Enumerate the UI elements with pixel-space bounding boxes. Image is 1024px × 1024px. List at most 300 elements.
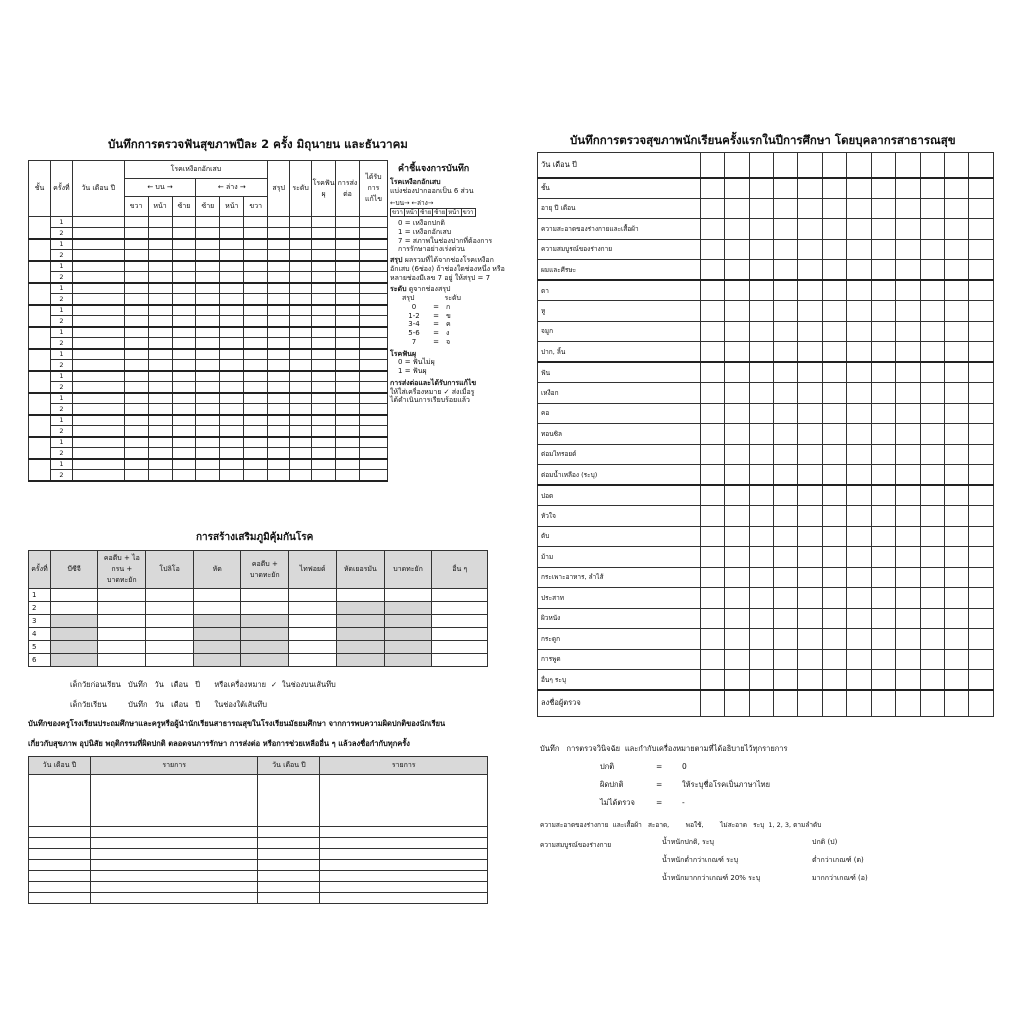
exam-entry-cell[interactable] [896, 280, 920, 301]
exam-entry-cell[interactable] [822, 629, 846, 650]
exam-entry-cell[interactable] [945, 506, 969, 527]
dental-entry-cell[interactable] [148, 305, 172, 316]
imm-entry-cell[interactable] [289, 641, 337, 654]
exam-entry-cell[interactable] [798, 219, 822, 240]
dental-entry-cell[interactable] [312, 382, 336, 393]
exam-entry-cell[interactable] [920, 153, 944, 178]
exam-entry-cell[interactable] [920, 260, 944, 281]
exam-entry-cell[interactable] [896, 301, 920, 322]
imm-entry-cell[interactable] [98, 602, 146, 615]
imm-entry-cell[interactable] [193, 615, 241, 628]
teacher-entry-cell[interactable] [320, 860, 488, 871]
exam-entry-cell[interactable] [773, 342, 797, 363]
exam-entry-cell[interactable] [969, 547, 994, 568]
dental-entry-cell[interactable] [359, 404, 387, 415]
dental-entry-cell[interactable] [359, 272, 387, 283]
dental-entry-cell[interactable] [148, 294, 172, 305]
dental-entry-cell[interactable] [72, 294, 124, 305]
exam-entry-cell[interactable] [798, 506, 822, 527]
dental-entry-cell[interactable] [336, 415, 360, 426]
exam-entry-cell[interactable] [896, 383, 920, 404]
dental-entry-cell[interactable] [312, 437, 336, 448]
exam-entry-cell[interactable] [725, 690, 749, 716]
teacher-entry-cell[interactable] [320, 827, 488, 838]
exam-entry-cell[interactable] [969, 301, 994, 322]
exam-entry-cell[interactable] [700, 629, 724, 650]
dental-entry-cell[interactable] [148, 426, 172, 437]
dental-entry-cell[interactable] [244, 338, 268, 349]
exam-entry-cell[interactable] [920, 321, 944, 342]
dental-entry-cell[interactable] [268, 349, 290, 360]
dental-entry-cell[interactable] [268, 426, 290, 437]
teacher-entry-cell[interactable] [29, 882, 91, 893]
exam-entry-cell[interactable] [871, 424, 895, 445]
dental-entry-cell[interactable] [359, 437, 387, 448]
exam-entry-cell[interactable] [920, 403, 944, 424]
imm-entry-cell[interactable] [336, 602, 384, 615]
dental-entry-cell[interactable] [290, 448, 312, 459]
exam-entry-cell[interactable] [945, 178, 969, 199]
dental-entry-cell[interactable] [124, 426, 148, 437]
dental-entry-cell[interactable] [290, 239, 312, 250]
dental-entry-cell[interactable] [268, 294, 290, 305]
teacher-entry-cell[interactable] [258, 882, 320, 893]
teacher-entry-cell[interactable] [258, 838, 320, 849]
dental-entry-cell[interactable] [359, 338, 387, 349]
imm-entry-cell[interactable] [384, 628, 432, 641]
dental-entry-cell[interactable] [244, 228, 268, 239]
exam-entry-cell[interactable] [871, 321, 895, 342]
dental-entry-cell[interactable] [359, 250, 387, 261]
exam-entry-cell[interactable] [920, 629, 944, 650]
dental-entry-cell[interactable] [244, 437, 268, 448]
dental-entry-cell[interactable] [336, 371, 360, 382]
dental-entry-cell[interactable] [72, 393, 124, 404]
dental-entry-cell[interactable] [268, 250, 290, 261]
dental-entry-cell[interactable] [244, 470, 268, 481]
exam-entry-cell[interactable] [773, 383, 797, 404]
exam-entry-cell[interactable] [700, 424, 724, 445]
exam-entry-cell[interactable] [798, 526, 822, 547]
exam-entry-cell[interactable] [969, 444, 994, 465]
imm-entry-cell[interactable] [289, 654, 337, 667]
exam-entry-cell[interactable] [871, 301, 895, 322]
dental-entry-cell[interactable] [312, 360, 336, 371]
exam-entry-cell[interactable] [725, 465, 749, 486]
imm-entry-cell[interactable] [146, 654, 194, 667]
dental-entry-cell[interactable] [290, 360, 312, 371]
dental-entry-cell[interactable] [72, 349, 124, 360]
dental-entry-cell[interactable] [336, 316, 360, 327]
dental-entry-cell[interactable] [312, 294, 336, 305]
exam-entry-cell[interactable] [749, 280, 773, 301]
dental-entry-cell[interactable] [359, 327, 387, 338]
exam-entry-cell[interactable] [920, 280, 944, 301]
dental-entry-cell[interactable] [268, 283, 290, 294]
exam-entry-cell[interactable] [871, 383, 895, 404]
exam-entry-cell[interactable] [847, 198, 871, 219]
dental-entry-cell[interactable] [172, 470, 196, 481]
dental-entry-cell[interactable] [290, 228, 312, 239]
dental-entry-cell[interactable] [312, 338, 336, 349]
imm-entry-cell[interactable] [289, 602, 337, 615]
dental-entry-cell[interactable] [220, 404, 244, 415]
dental-entry-cell[interactable] [359, 382, 387, 393]
exam-entry-cell[interactable] [798, 485, 822, 506]
exam-entry-cell[interactable] [945, 301, 969, 322]
exam-entry-cell[interactable] [847, 629, 871, 650]
dental-entry-cell[interactable] [290, 338, 312, 349]
exam-entry-cell[interactable] [969, 239, 994, 260]
dental-entry-cell[interactable] [196, 338, 220, 349]
exam-entry-cell[interactable] [969, 588, 994, 609]
dental-entry-cell[interactable] [124, 250, 148, 261]
dental-entry-cell[interactable] [244, 261, 268, 272]
exam-entry-cell[interactable] [920, 444, 944, 465]
exam-entry-cell[interactable] [822, 506, 846, 527]
exam-entry-cell[interactable] [896, 198, 920, 219]
exam-entry-cell[interactable] [945, 547, 969, 568]
dental-entry-cell[interactable] [268, 338, 290, 349]
dental-entry-cell[interactable] [290, 382, 312, 393]
dental-entry-cell[interactable] [244, 371, 268, 382]
exam-entry-cell[interactable] [822, 526, 846, 547]
dental-entry-cell[interactable] [359, 393, 387, 404]
dental-entry-cell[interactable] [124, 239, 148, 250]
dental-entry-cell[interactable] [172, 228, 196, 239]
exam-entry-cell[interactable] [822, 178, 846, 199]
imm-entry-cell[interactable] [146, 628, 194, 641]
exam-entry-cell[interactable] [798, 403, 822, 424]
exam-entry-cell[interactable] [847, 239, 871, 260]
imm-entry-cell[interactable] [241, 654, 289, 667]
imm-entry-cell[interactable] [289, 615, 337, 628]
exam-entry-cell[interactable] [700, 178, 724, 199]
dental-entry-cell[interactable] [220, 261, 244, 272]
exam-entry-cell[interactable] [847, 178, 871, 199]
dental-entry-cell[interactable] [290, 294, 312, 305]
dental-entry-cell[interactable] [172, 415, 196, 426]
dental-class-cell[interactable] [29, 305, 51, 327]
exam-entry-cell[interactable] [798, 239, 822, 260]
dental-class-cell[interactable] [29, 283, 51, 305]
dental-entry-cell[interactable] [72, 305, 124, 316]
teacher-entry-cell[interactable] [29, 849, 91, 860]
exam-entry-cell[interactable] [822, 608, 846, 629]
dental-entry-cell[interactable] [312, 393, 336, 404]
dental-entry-cell[interactable] [172, 437, 196, 448]
dental-entry-cell[interactable] [268, 404, 290, 415]
exam-entry-cell[interactable] [700, 383, 724, 404]
dental-entry-cell[interactable] [244, 382, 268, 393]
dental-entry-cell[interactable] [196, 448, 220, 459]
exam-entry-cell[interactable] [945, 239, 969, 260]
exam-entry-cell[interactable] [920, 178, 944, 199]
dental-entry-cell[interactable] [148, 382, 172, 393]
dental-entry-cell[interactable] [124, 437, 148, 448]
exam-entry-cell[interactable] [920, 465, 944, 486]
exam-entry-cell[interactable] [847, 362, 871, 383]
dental-entry-cell[interactable] [244, 448, 268, 459]
dental-entry-cell[interactable] [196, 283, 220, 294]
exam-entry-cell[interactable] [896, 506, 920, 527]
dental-entry-cell[interactable] [72, 327, 124, 338]
dental-entry-cell[interactable] [312, 228, 336, 239]
teacher-entry-cell[interactable] [29, 838, 91, 849]
exam-entry-cell[interactable] [847, 153, 871, 178]
dental-entry-cell[interactable] [124, 294, 148, 305]
imm-entry-cell[interactable] [50, 589, 98, 602]
teacher-entry-cell[interactable] [320, 849, 488, 860]
dental-entry-cell[interactable] [359, 448, 387, 459]
exam-entry-cell[interactable] [969, 153, 994, 178]
exam-entry-cell[interactable] [749, 444, 773, 465]
exam-entry-cell[interactable] [725, 219, 749, 240]
exam-entry-cell[interactable] [749, 690, 773, 716]
dental-entry-cell[interactable] [124, 382, 148, 393]
dental-entry-cell[interactable] [312, 272, 336, 283]
dental-entry-cell[interactable] [244, 459, 268, 470]
exam-entry-cell[interactable] [969, 198, 994, 219]
exam-entry-cell[interactable] [773, 362, 797, 383]
exam-entry-cell[interactable] [822, 219, 846, 240]
exam-entry-cell[interactable] [700, 260, 724, 281]
exam-entry-cell[interactable] [749, 383, 773, 404]
teacher-entry-cell[interactable] [90, 838, 258, 849]
dental-entry-cell[interactable] [172, 426, 196, 437]
teacher-entry-cell[interactable] [90, 893, 258, 904]
dental-entry-cell[interactable] [124, 349, 148, 360]
exam-entry-cell[interactable] [798, 608, 822, 629]
dental-entry-cell[interactable] [268, 239, 290, 250]
exam-entry-cell[interactable] [700, 506, 724, 527]
dental-entry-cell[interactable] [290, 459, 312, 470]
exam-entry-cell[interactable] [896, 608, 920, 629]
exam-entry-cell[interactable] [945, 649, 969, 670]
exam-entry-cell[interactable] [700, 444, 724, 465]
dental-entry-cell[interactable] [148, 239, 172, 250]
dental-entry-cell[interactable] [336, 360, 360, 371]
dental-entry-cell[interactable] [359, 426, 387, 437]
dental-entry-cell[interactable] [312, 327, 336, 338]
dental-entry-cell[interactable] [268, 261, 290, 272]
exam-entry-cell[interactable] [896, 629, 920, 650]
dental-entry-cell[interactable] [312, 349, 336, 360]
dental-entry-cell[interactable] [290, 283, 312, 294]
exam-entry-cell[interactable] [847, 219, 871, 240]
dental-entry-cell[interactable] [290, 393, 312, 404]
dental-entry-cell[interactable] [244, 415, 268, 426]
dental-entry-cell[interactable] [124, 272, 148, 283]
dental-entry-cell[interactable] [196, 316, 220, 327]
dental-entry-cell[interactable] [220, 239, 244, 250]
exam-entry-cell[interactable] [773, 547, 797, 568]
imm-entry-cell[interactable] [146, 615, 194, 628]
dental-entry-cell[interactable] [359, 371, 387, 382]
exam-entry-cell[interactable] [773, 567, 797, 588]
exam-entry-cell[interactable] [798, 362, 822, 383]
teacher-entry-cell[interactable] [29, 871, 91, 882]
dental-entry-cell[interactable] [72, 437, 124, 448]
exam-entry-cell[interactable] [896, 526, 920, 547]
exam-entry-cell[interactable] [969, 342, 994, 363]
exam-entry-cell[interactable] [725, 239, 749, 260]
dental-entry-cell[interactable] [172, 360, 196, 371]
dental-entry-cell[interactable] [220, 272, 244, 283]
exam-entry-cell[interactable] [700, 362, 724, 383]
exam-entry-cell[interactable] [896, 260, 920, 281]
exam-entry-cell[interactable] [871, 444, 895, 465]
dental-entry-cell[interactable] [196, 360, 220, 371]
exam-entry-cell[interactable] [749, 362, 773, 383]
exam-entry-cell[interactable] [945, 608, 969, 629]
imm-entry-cell[interactable] [98, 641, 146, 654]
dental-entry-cell[interactable] [148, 250, 172, 261]
dental-entry-cell[interactable] [148, 261, 172, 272]
exam-entry-cell[interactable] [749, 342, 773, 363]
dental-entry-cell[interactable] [196, 393, 220, 404]
exam-entry-cell[interactable] [945, 690, 969, 716]
exam-entry-cell[interactable] [822, 153, 846, 178]
exam-entry-cell[interactable] [969, 321, 994, 342]
dental-entry-cell[interactable] [72, 261, 124, 272]
teacher-entry-cell[interactable] [258, 775, 320, 827]
exam-entry-cell[interactable] [847, 485, 871, 506]
teacher-entry-cell[interactable] [90, 882, 258, 893]
imm-entry-cell[interactable] [289, 589, 337, 602]
exam-entry-cell[interactable] [725, 383, 749, 404]
imm-entry-cell[interactable] [384, 615, 432, 628]
exam-entry-cell[interactable] [798, 690, 822, 716]
imm-entry-cell[interactable] [384, 602, 432, 615]
exam-entry-cell[interactable] [822, 260, 846, 281]
dental-entry-cell[interactable] [359, 239, 387, 250]
dental-entry-cell[interactable] [268, 470, 290, 481]
dental-class-cell[interactable] [29, 217, 51, 239]
exam-entry-cell[interactable] [871, 485, 895, 506]
exam-entry-cell[interactable] [969, 219, 994, 240]
dental-entry-cell[interactable] [359, 283, 387, 294]
dental-entry-cell[interactable] [359, 305, 387, 316]
exam-entry-cell[interactable] [773, 608, 797, 629]
exam-entry-cell[interactable] [969, 280, 994, 301]
dental-entry-cell[interactable] [124, 415, 148, 426]
exam-entry-cell[interactable] [822, 321, 846, 342]
dental-entry-cell[interactable] [268, 393, 290, 404]
exam-entry-cell[interactable] [920, 588, 944, 609]
dental-entry-cell[interactable] [290, 371, 312, 382]
teacher-entry-cell[interactable] [29, 827, 91, 838]
exam-entry-cell[interactable] [871, 239, 895, 260]
dental-entry-cell[interactable] [336, 283, 360, 294]
exam-entry-cell[interactable] [749, 178, 773, 199]
exam-entry-cell[interactable] [749, 567, 773, 588]
exam-entry-cell[interactable] [749, 219, 773, 240]
exam-entry-cell[interactable] [773, 485, 797, 506]
exam-entry-cell[interactable] [871, 219, 895, 240]
exam-entry-cell[interactable] [798, 567, 822, 588]
exam-entry-cell[interactable] [847, 506, 871, 527]
dental-entry-cell[interactable] [72, 272, 124, 283]
dental-entry-cell[interactable] [148, 272, 172, 283]
exam-entry-cell[interactable] [749, 424, 773, 445]
exam-entry-cell[interactable] [749, 198, 773, 219]
dental-entry-cell[interactable] [290, 426, 312, 437]
exam-entry-cell[interactable] [725, 198, 749, 219]
teacher-entry-cell[interactable] [90, 849, 258, 860]
exam-entry-cell[interactable] [725, 547, 749, 568]
exam-entry-cell[interactable] [822, 239, 846, 260]
dental-entry-cell[interactable] [336, 470, 360, 481]
dental-entry-cell[interactable] [220, 459, 244, 470]
imm-entry-cell[interactable] [336, 654, 384, 667]
imm-entry-cell[interactable] [432, 615, 488, 628]
exam-entry-cell[interactable] [700, 588, 724, 609]
imm-entry-cell[interactable] [241, 628, 289, 641]
exam-entry-cell[interactable] [749, 301, 773, 322]
dental-entry-cell[interactable] [124, 459, 148, 470]
exam-entry-cell[interactable] [749, 403, 773, 424]
dental-entry-cell[interactable] [72, 371, 124, 382]
exam-entry-cell[interactable] [798, 670, 822, 691]
exam-entry-cell[interactable] [920, 608, 944, 629]
imm-entry-cell[interactable] [241, 641, 289, 654]
dental-entry-cell[interactable] [336, 217, 360, 228]
dental-entry-cell[interactable] [124, 448, 148, 459]
exam-entry-cell[interactable] [945, 260, 969, 281]
dental-entry-cell[interactable] [290, 305, 312, 316]
exam-entry-cell[interactable] [945, 321, 969, 342]
exam-entry-cell[interactable] [773, 260, 797, 281]
exam-entry-cell[interactable] [945, 629, 969, 650]
exam-entry-cell[interactable] [896, 178, 920, 199]
exam-entry-cell[interactable] [871, 629, 895, 650]
dental-entry-cell[interactable] [244, 393, 268, 404]
dental-entry-cell[interactable] [72, 239, 124, 250]
teacher-entry-cell[interactable] [258, 827, 320, 838]
exam-entry-cell[interactable] [700, 670, 724, 691]
dental-entry-cell[interactable] [290, 404, 312, 415]
exam-entry-cell[interactable] [871, 526, 895, 547]
exam-entry-cell[interactable] [871, 280, 895, 301]
dental-entry-cell[interactable] [172, 261, 196, 272]
dental-entry-cell[interactable] [196, 250, 220, 261]
exam-entry-cell[interactable] [700, 649, 724, 670]
dental-entry-cell[interactable] [124, 305, 148, 316]
dental-class-cell[interactable] [29, 349, 51, 371]
exam-entry-cell[interactable] [920, 383, 944, 404]
exam-entry-cell[interactable] [822, 403, 846, 424]
exam-entry-cell[interactable] [871, 153, 895, 178]
exam-entry-cell[interactable] [847, 403, 871, 424]
imm-entry-cell[interactable] [384, 654, 432, 667]
dental-entry-cell[interactable] [148, 415, 172, 426]
dental-entry-cell[interactable] [290, 272, 312, 283]
dental-entry-cell[interactable] [244, 217, 268, 228]
dental-entry-cell[interactable] [72, 283, 124, 294]
exam-entry-cell[interactable] [773, 444, 797, 465]
dental-entry-cell[interactable] [124, 470, 148, 481]
exam-entry-cell[interactable] [798, 383, 822, 404]
imm-entry-cell[interactable] [146, 589, 194, 602]
dental-entry-cell[interactable] [220, 305, 244, 316]
imm-entry-cell[interactable] [193, 628, 241, 641]
exam-entry-cell[interactable] [700, 321, 724, 342]
exam-entry-cell[interactable] [773, 198, 797, 219]
exam-entry-cell[interactable] [773, 301, 797, 322]
dental-entry-cell[interactable] [336, 294, 360, 305]
exam-entry-cell[interactable] [822, 198, 846, 219]
